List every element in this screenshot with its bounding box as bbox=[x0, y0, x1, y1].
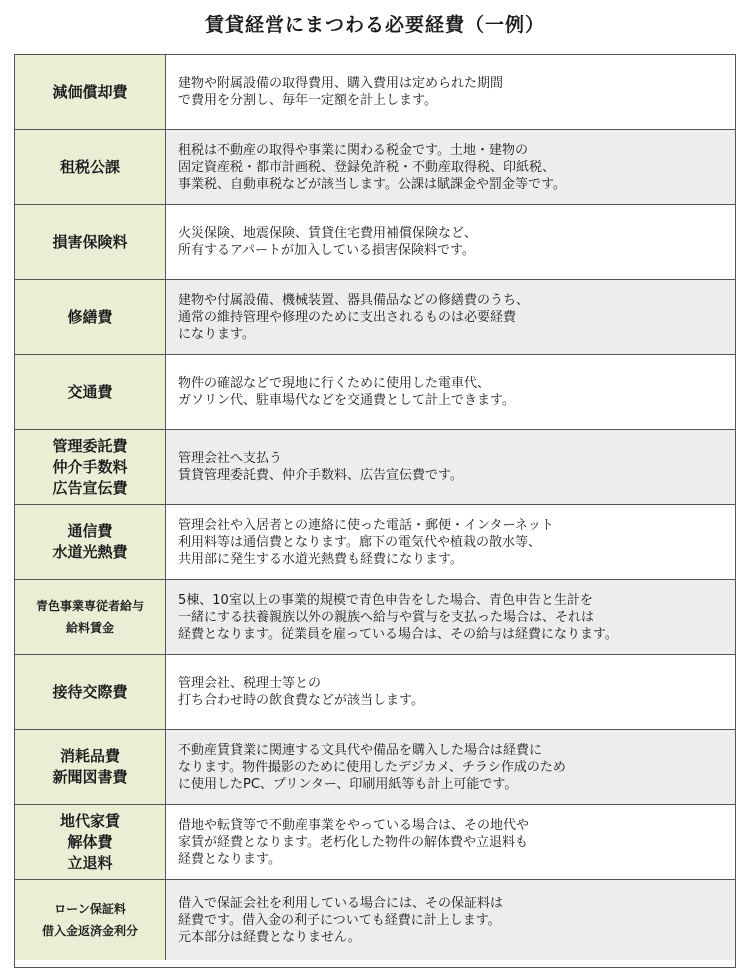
row-label: 地代家賃 解体費 立退料 bbox=[15, 805, 166, 879]
row-label: ローン保証料 借入金返済金利分 bbox=[15, 880, 166, 960]
row-label: 租税公課 bbox=[15, 130, 166, 204]
table-row bbox=[15, 205, 735, 280]
row-label: 損害保険料 bbox=[15, 205, 166, 279]
row-description: 5棟、10室以上の事業的規模で青色申告をした場合、青色申告と生計を 一緒にする扶養親族以外の親族へ給与や賞与を支払った場合は、それは 経費となります。従業員を雇っている場合は、その給与は経費になります。 bbox=[166, 580, 735, 654]
row-description: 建物や附属設備の取得費用、購入費用は定められた期間 で費用を分割し、毎年一定額を計上します。 bbox=[166, 55, 735, 129]
table-row bbox=[15, 730, 735, 805]
row-description: 建物や付属設備、機械装置、器具備品などの修繕費のうち、 通常の維持管理や修理のために支出されるものは必要経費 になります。 bbox=[166, 280, 735, 354]
row-description: 火災保険、地震保険、賃貸住宅費用補償保険など、 所有するアパートが加入している損害保険料です。 bbox=[166, 205, 735, 279]
row-description: 不動産賃貸業に関連する文具代や備品を購入した場合は経費に なります。物件撮影のために使用したデジカメ、チラシ作成のため に使用したPC、プリンター、印刷用紙等も計上可能です。 bbox=[166, 730, 735, 804]
table-row bbox=[15, 355, 735, 430]
row-label: 交通費 bbox=[15, 355, 166, 429]
table-row bbox=[15, 655, 735, 730]
row-label: 接待交際費 bbox=[15, 655, 166, 729]
table-row bbox=[15, 130, 735, 205]
row-description: 物件の確認などで現地に行くために使用した電車代、 ガソリン代、駐車場代などを交通費として計上できます。 bbox=[166, 355, 735, 429]
row-label: 減価償却費 bbox=[15, 55, 166, 129]
table-row bbox=[15, 880, 735, 960]
table-row bbox=[15, 430, 735, 505]
row-description: 租税は不動産の取得や事業に関わる税金です。土地・建物の 固定資産税・都市計画税、登録免許税・不動産取得税、印紙税、 事業税、自動車税などが該当します。公課は賦課金や罰金等です。 bbox=[166, 130, 735, 204]
table-row bbox=[15, 580, 735, 655]
row-description: 管理会社へ支払う 賃貸管理委託費、仲介手数料、広告宣伝費です。 bbox=[166, 430, 735, 504]
expense-table bbox=[14, 54, 736, 968]
table-row bbox=[15, 280, 735, 355]
row-description: 借地や転貸等で不動産事業をやっている場合は、その地代や 家賃が経費となります。老朽化した物件の解体費や立退料も 経費となります。 bbox=[166, 805, 735, 879]
row-description: 管理会社や入居者との連絡に使った電話・郵便・インターネット 利用料等は通信費となります。廊下の電気代や植栽の散水等、 共用部に発生する水道光熱費も経費になります。 bbox=[166, 505, 735, 579]
row-description: 借入で保証会社を利用している場合には、その保証料は 経費です。借入金の利子についても経費に計上します。 元本部分は経費となりません。 bbox=[166, 880, 735, 960]
table-row bbox=[15, 55, 735, 130]
row-label: 消耗品費 新聞図書費 bbox=[15, 730, 166, 804]
page-title: 賃貸経営にまつわる必要経費（一例） bbox=[204, 14, 545, 36]
row-description: 管理会社、税理士等との 打ち合わせ時の飲食費などが該当します。 bbox=[166, 655, 735, 729]
row-label: 通信費 水道光熱費 bbox=[15, 505, 166, 579]
row-label: 修繕費 bbox=[15, 280, 166, 354]
table-row bbox=[15, 805, 735, 880]
table-row bbox=[15, 505, 735, 580]
row-label: 青色事業専従者給与 給料賃金 bbox=[15, 580, 166, 654]
row-label: 管理委託費 仲介手数料 広告宣伝費 bbox=[15, 430, 166, 504]
